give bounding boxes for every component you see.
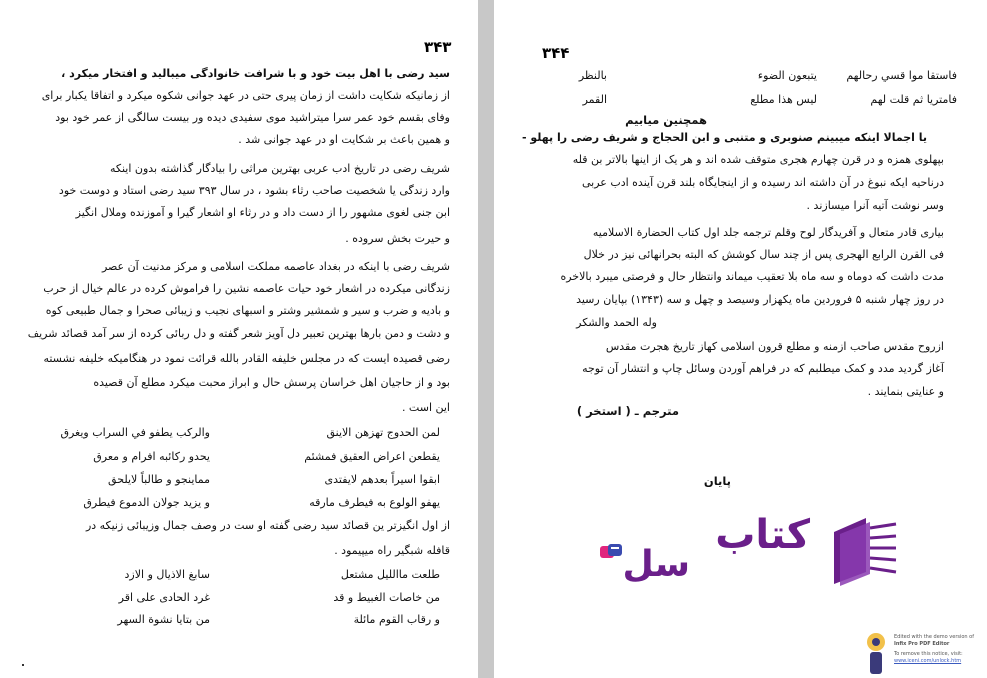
verse-hemistich: والركب يطفو في السراب ويغرق [60,426,210,439]
paragraph-line: این است . [401,401,450,414]
paragraph-line: از اول انگیزتر ین قصائد سید رضی گفته او ست در وصف جمال وزیبائی زنیکه در [85,519,450,532]
scan-speck [22,664,24,666]
verse-hemistich: غرد الحادى على اقر [118,591,210,604]
paragraph-line: بپهلوی همزه و در قرن چهارم هجری متوقف شده اند و هر یک از اینها بالاتر بن قله [572,153,944,166]
paragraph-line: و بادیه و ضرب و سیر و شمشیر وشتر و اسبهای نجیب و زیبائی صحرا و جمال طبیعی کوه [45,304,450,317]
info-badge-icon [860,632,892,676]
notice-text: Edited with the demo version of [894,634,975,640]
paragraph-line: زندگانی میکرده در اشعار خود حیات عاصمه نشین را فراموش کرده در عالم خیال از حرب [43,282,450,295]
verse-hemistich: القمر [582,93,607,106]
paragraph-line: و حیرت بخش سروده . [345,232,450,245]
verse-hemistich: يهفو الولوع به فيطرف مارقه [309,496,440,509]
verse-hemistich: ليس هذا مطلع [750,93,817,106]
paragraph-line: بود و از حاجیان اهل خراسان پرسش حال و ابراز محبت میکرد مطلع آن قصیده [93,376,450,389]
verse-hemistich: يقطعن اعراض العقيق فمشئم [304,450,440,463]
paragraph-line: و همین باعث بر شکایت او در عهد جوانی شد . [238,133,450,146]
paragraph-line: بیاری قادر متعال و آفریدگار لوح وقلم ترجمه جلد اول کتاب الحضارة الاسلامیه [592,226,944,239]
page-number: ۳۴۳ [424,38,452,56]
paragraph-line: وسر نوشت آتیه آنرا میسازند . [806,199,944,212]
paragraph-line: و دشت و دمن بارها بهترین تعبیر دل آویز شعر گفته و دل ربائی کرده از سر آمد قصائد شریف [27,327,450,340]
verse-hemistich: و رقاب القوم مائلة [353,613,440,626]
notice-text: Infix Pro PDF Editor [894,641,950,647]
notice-text: To remove this notice, visit: [894,651,963,657]
book-icon [826,514,898,586]
logo-word-sal: سل [622,544,690,585]
verse-hemistich: ابقوا اسيراً بعدهم لايفتدى [324,473,440,486]
flag-icon [600,542,626,562]
verse-hemistich: يحدو ركائبه افرام و معرق [93,450,210,463]
translator-signature: مترجم ـ ( استخر ) [576,404,679,418]
verse-hemistich: فاستقا موا قسي رحالهم [846,69,957,82]
verse-hemistich: سابغ الاذيال و الازد [124,568,210,581]
verse-hemistich: طلعت ماالليل مشتعل [340,568,440,581]
verse-hemistich: و يزيد جولان الدموع فيطرق [83,496,210,509]
paragraph-line: شریف رضی با اینکه در بغداد عاصمه مملکت اسلامی و مرکز مدنیت آن عصر [101,260,450,273]
paragraph-line: وارد زندگی یا شخصیت صاحب رثاء بشود ، در سال ۳۹۳ سید رضی استاد و دوست خود [58,184,450,197]
paragraph-line: از زمانیکه شکایت داشت از زمان پیری حتی در عهد جوانی شکوه میکرد و اتفاقا یکبار برای [41,89,450,102]
logo-word-ketab: کتاب [715,512,810,558]
verse-hemistich: فامتريا ثم قلت لهم [870,93,957,106]
end-marker: پایان [703,474,731,488]
verse-hemistich: لمن الحدوج تهزهن الاينق [326,426,440,439]
verse-hemistich: مماينجو و طالباً لايلحق [108,473,210,486]
paragraph-line: شریف رضی در تاریخ ادب عربی بهترین مراثی را بیادگار گذاشته بدون اینکه [109,162,450,175]
section-heading: همچنین میابیم [625,113,707,127]
paragraph-line: درناحیه ایکه نبوغ در آن داشته اند رسیده و از اینجایگاه بلند قرن آینده ادب عربی [582,176,944,189]
paragraph-line: سید رضی با اهل بیت خود و با شرافت خانوادگی میبالید و افتخار میکرد ، [61,67,450,80]
verse-hemistich: يتبعون الضوء [757,69,817,82]
paragraph-line: فی القرن الرابع الهجری پس از چند سال کوشش که البته بحرانهائی نیز در خلال [583,248,944,261]
paragraph-line: در روز چهار شنبه ۵ فروردین ماه یکهزار وسیصد و چهل و سه (۱۳۴۳) بپایان رسید [576,293,944,306]
paragraph-line: رضی قصیده ایست که در مجلس خلیفه القادر بالله قرائت نمود در هنگامیکه خلیفه نشسته [43,352,450,365]
verse-hemistich: من خاصات الغبيط و قد [333,591,440,604]
verse-hemistich: بالنظر [578,69,607,82]
left-page [0,0,478,678]
paragraph-line: وله الحمد والشکر [576,316,657,329]
ketabsal-logo [600,512,900,592]
paragraph-line: ابن جنی لغوی مشهور را از دست داد و در رثاء او اشعار گیرا و آموزنده وملال انگیز [75,206,450,219]
page-number: ۳۴۴ [542,44,570,62]
paragraph-line: و عنایتی بنمایند . [867,385,944,398]
paragraph-line: وفای بقسم خود عمر سرا میتراشید موی سفیدی دیده ور بیست سالگی از عمر خود بود [55,111,450,124]
paragraph-line: مدت داشت که دوماه و سه ماه بلا تعقیب میماند وانتظار حال و فرصتی میبرد بالاخره [560,270,944,283]
verse-hemistich: من بتايا نشوة السهر [117,613,210,626]
paragraph-line: قافله شبگیر راه میپیمود . [334,544,450,557]
paragraph-line: ازروح مقدس صاحب ازمنه و مطلع قرون اسلامی کهاز تاریخ هجرت مقدس [605,340,944,353]
paragraph-line: یا اجمالا اینکه میبینم صنوبری و متنبی و ابن الحجاج و شریف رضی را پهلو - [522,131,927,144]
notice-link[interactable]: www.iceni.com/unlock.htm [894,658,962,664]
paragraph-line: آغاز گردید مدد و کمک میطلبم که در فراهم آوردن وسائل چاپ و انتشار آن توجه [582,362,944,375]
